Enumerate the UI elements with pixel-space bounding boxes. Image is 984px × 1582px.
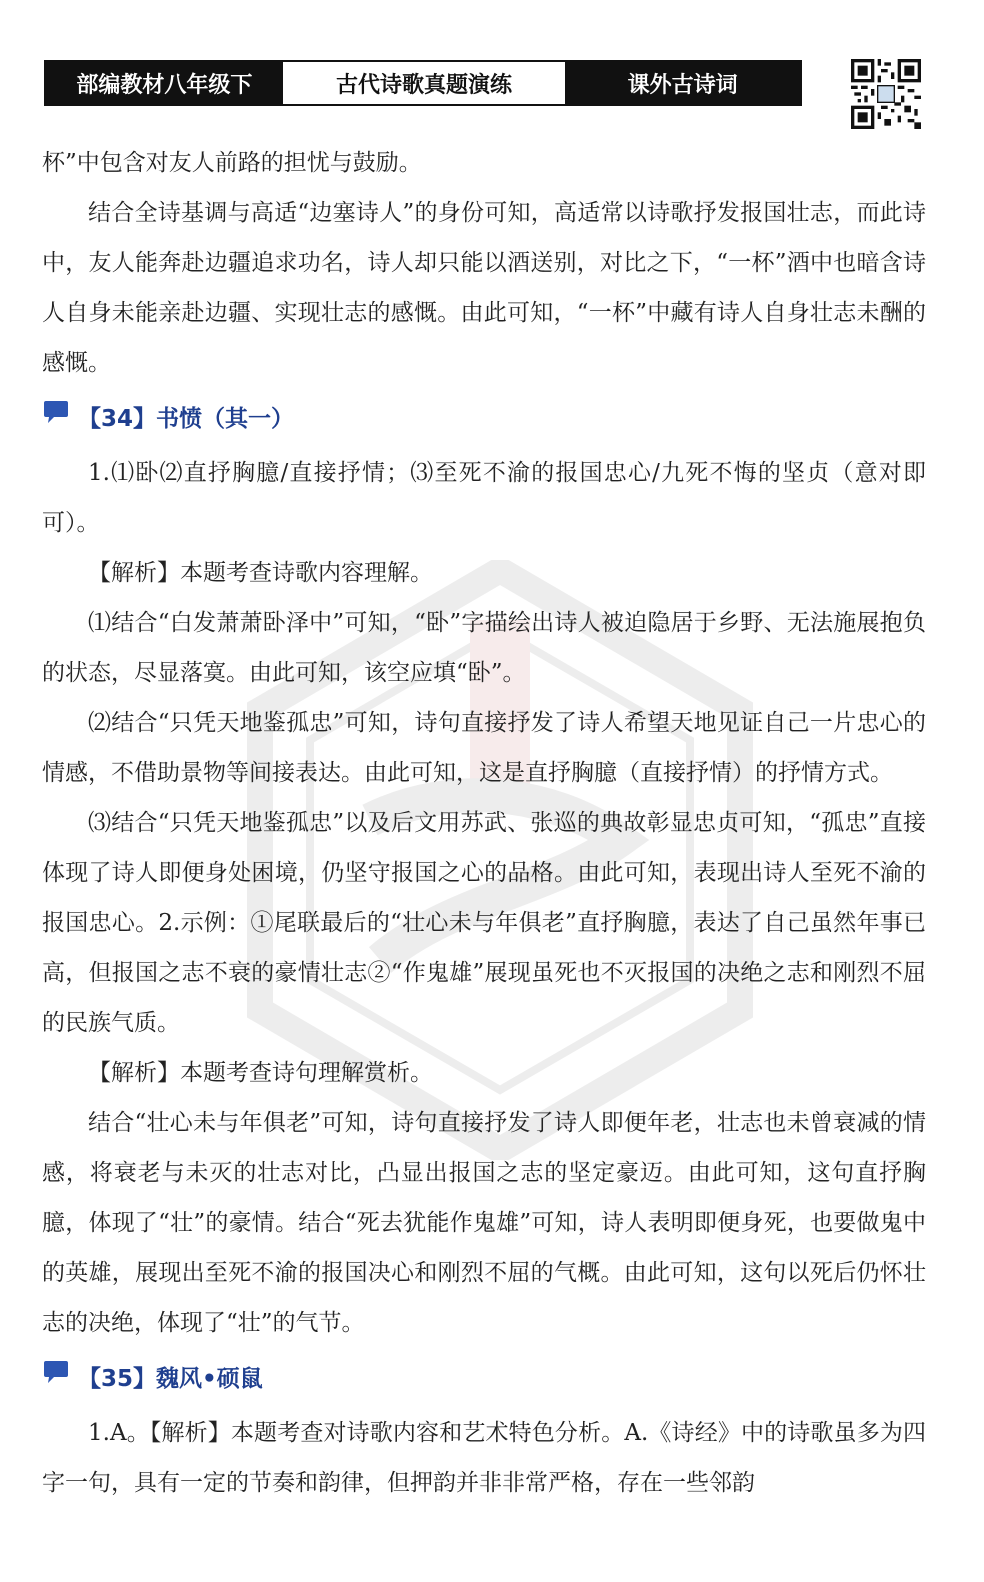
answer-paragraph: 1.⑴卧⑵直抒胸臆/直接抒情；⑶至死不渝的报国忠心/九死不悔的坚贞（意对即可）。 bbox=[42, 460, 926, 536]
answer-paragraph: 1.A。【解析】本题考查对诗歌内容和艺术特色分析。A.《诗经》中的诗歌虽多为四字一句，具有一定的节奏和韵律，但押韵并非非常严格，存在一些邻韵 bbox=[42, 1420, 926, 1496]
header-title: 古代诗歌真题演练 bbox=[283, 62, 566, 104]
qr-code-icon bbox=[851, 59, 921, 129]
intro-paragraph: 杯”中包含对友人前路的担忧与鼓励。 bbox=[42, 150, 422, 176]
section-title: 【35】魏风•硕鼠 bbox=[78, 1366, 263, 1392]
analysis-paragraph: ⑶结合“只凭天地鉴孤忠”以及后文用苏武、张巡的典故彰显忠贞可知，“孤忠”直接体现了诗人即便身处困境，仍坚守报国之心的品格。由此可知，表现出诗人至死不渝的报国忠心。2.示例：①尾联最后的“壮心未与年俱老”直抒胸臆，表达了自己虽然年事已高，但报国之志不衰的豪情壮志②“作鬼雄”展现虽死也不灭报国的决绝之志和刚烈不屈的民族气质。 bbox=[42, 810, 926, 1036]
section-title: 【34】书愤（其一） bbox=[78, 406, 295, 432]
section-heading-35 bbox=[42, 1354, 926, 1404]
speech-bubble-icon bbox=[42, 1360, 72, 1386]
analysis-paragraph: 【解析】本题考查诗歌内容理解。 bbox=[88, 560, 433, 586]
page-content bbox=[42, 138, 926, 1508]
section-heading-34 bbox=[42, 394, 926, 444]
header-category: 课外古诗词 bbox=[565, 62, 800, 104]
analysis-paragraph: 【解析】本题考查诗句理解赏析。 bbox=[88, 1060, 433, 1086]
header-bar bbox=[44, 60, 802, 106]
analysis-paragraph: ⑵结合“只凭天地鉴孤忠”可知，诗句直接抒发了诗人希望天地见证自己一片忠心的情感，不借助景物等间接表达。由此可知，这是直抒胸臆（直接抒情）的抒情方式。 bbox=[42, 710, 926, 786]
analysis-paragraph: 结合“壮心未与年俱老”可知，诗句直接抒发了诗人即便年老，壮志也未曾衰减的情感，将衰老与未灭的壮志对比，凸显出报国之志的坚定豪迈。由此可知，这句直抒胸臆，体现了“壮”的豪情。结合“死去犹能作鬼雄”可知，诗人表明即便身死，也要做鬼中的英雄，展现出至死不渝的报国决心和刚烈不屈的气概。由此可知，这句以死后仍怀壮志的决绝，体现了“壮”的气节。 bbox=[42, 1110, 926, 1336]
speech-bubble-icon bbox=[42, 400, 72, 426]
intro-paragraph: 结合全诗基调与高适“边塞诗人”的身份可知，高适常以诗歌抒发报国壮志，而此诗中，友人能奔赴边疆追求功名，诗人却只能以酒送别，对比之下，“一杯”酒中也暗含诗人自身未能亲赴边疆、实现壮志的感慨。由此可知，“一杯”中藏有诗人自身壮志未酬的感慨。 bbox=[42, 200, 926, 376]
analysis-paragraph: ⑴结合“白发萧萧卧泽中”可知，“卧”字描绘出诗人被迫隐居于乡野、无法施展抱负的状态，尽显落寞。由此可知，该空应填“卧”。 bbox=[42, 610, 926, 686]
header-textbook: 部编教材八年级下 bbox=[46, 62, 283, 104]
